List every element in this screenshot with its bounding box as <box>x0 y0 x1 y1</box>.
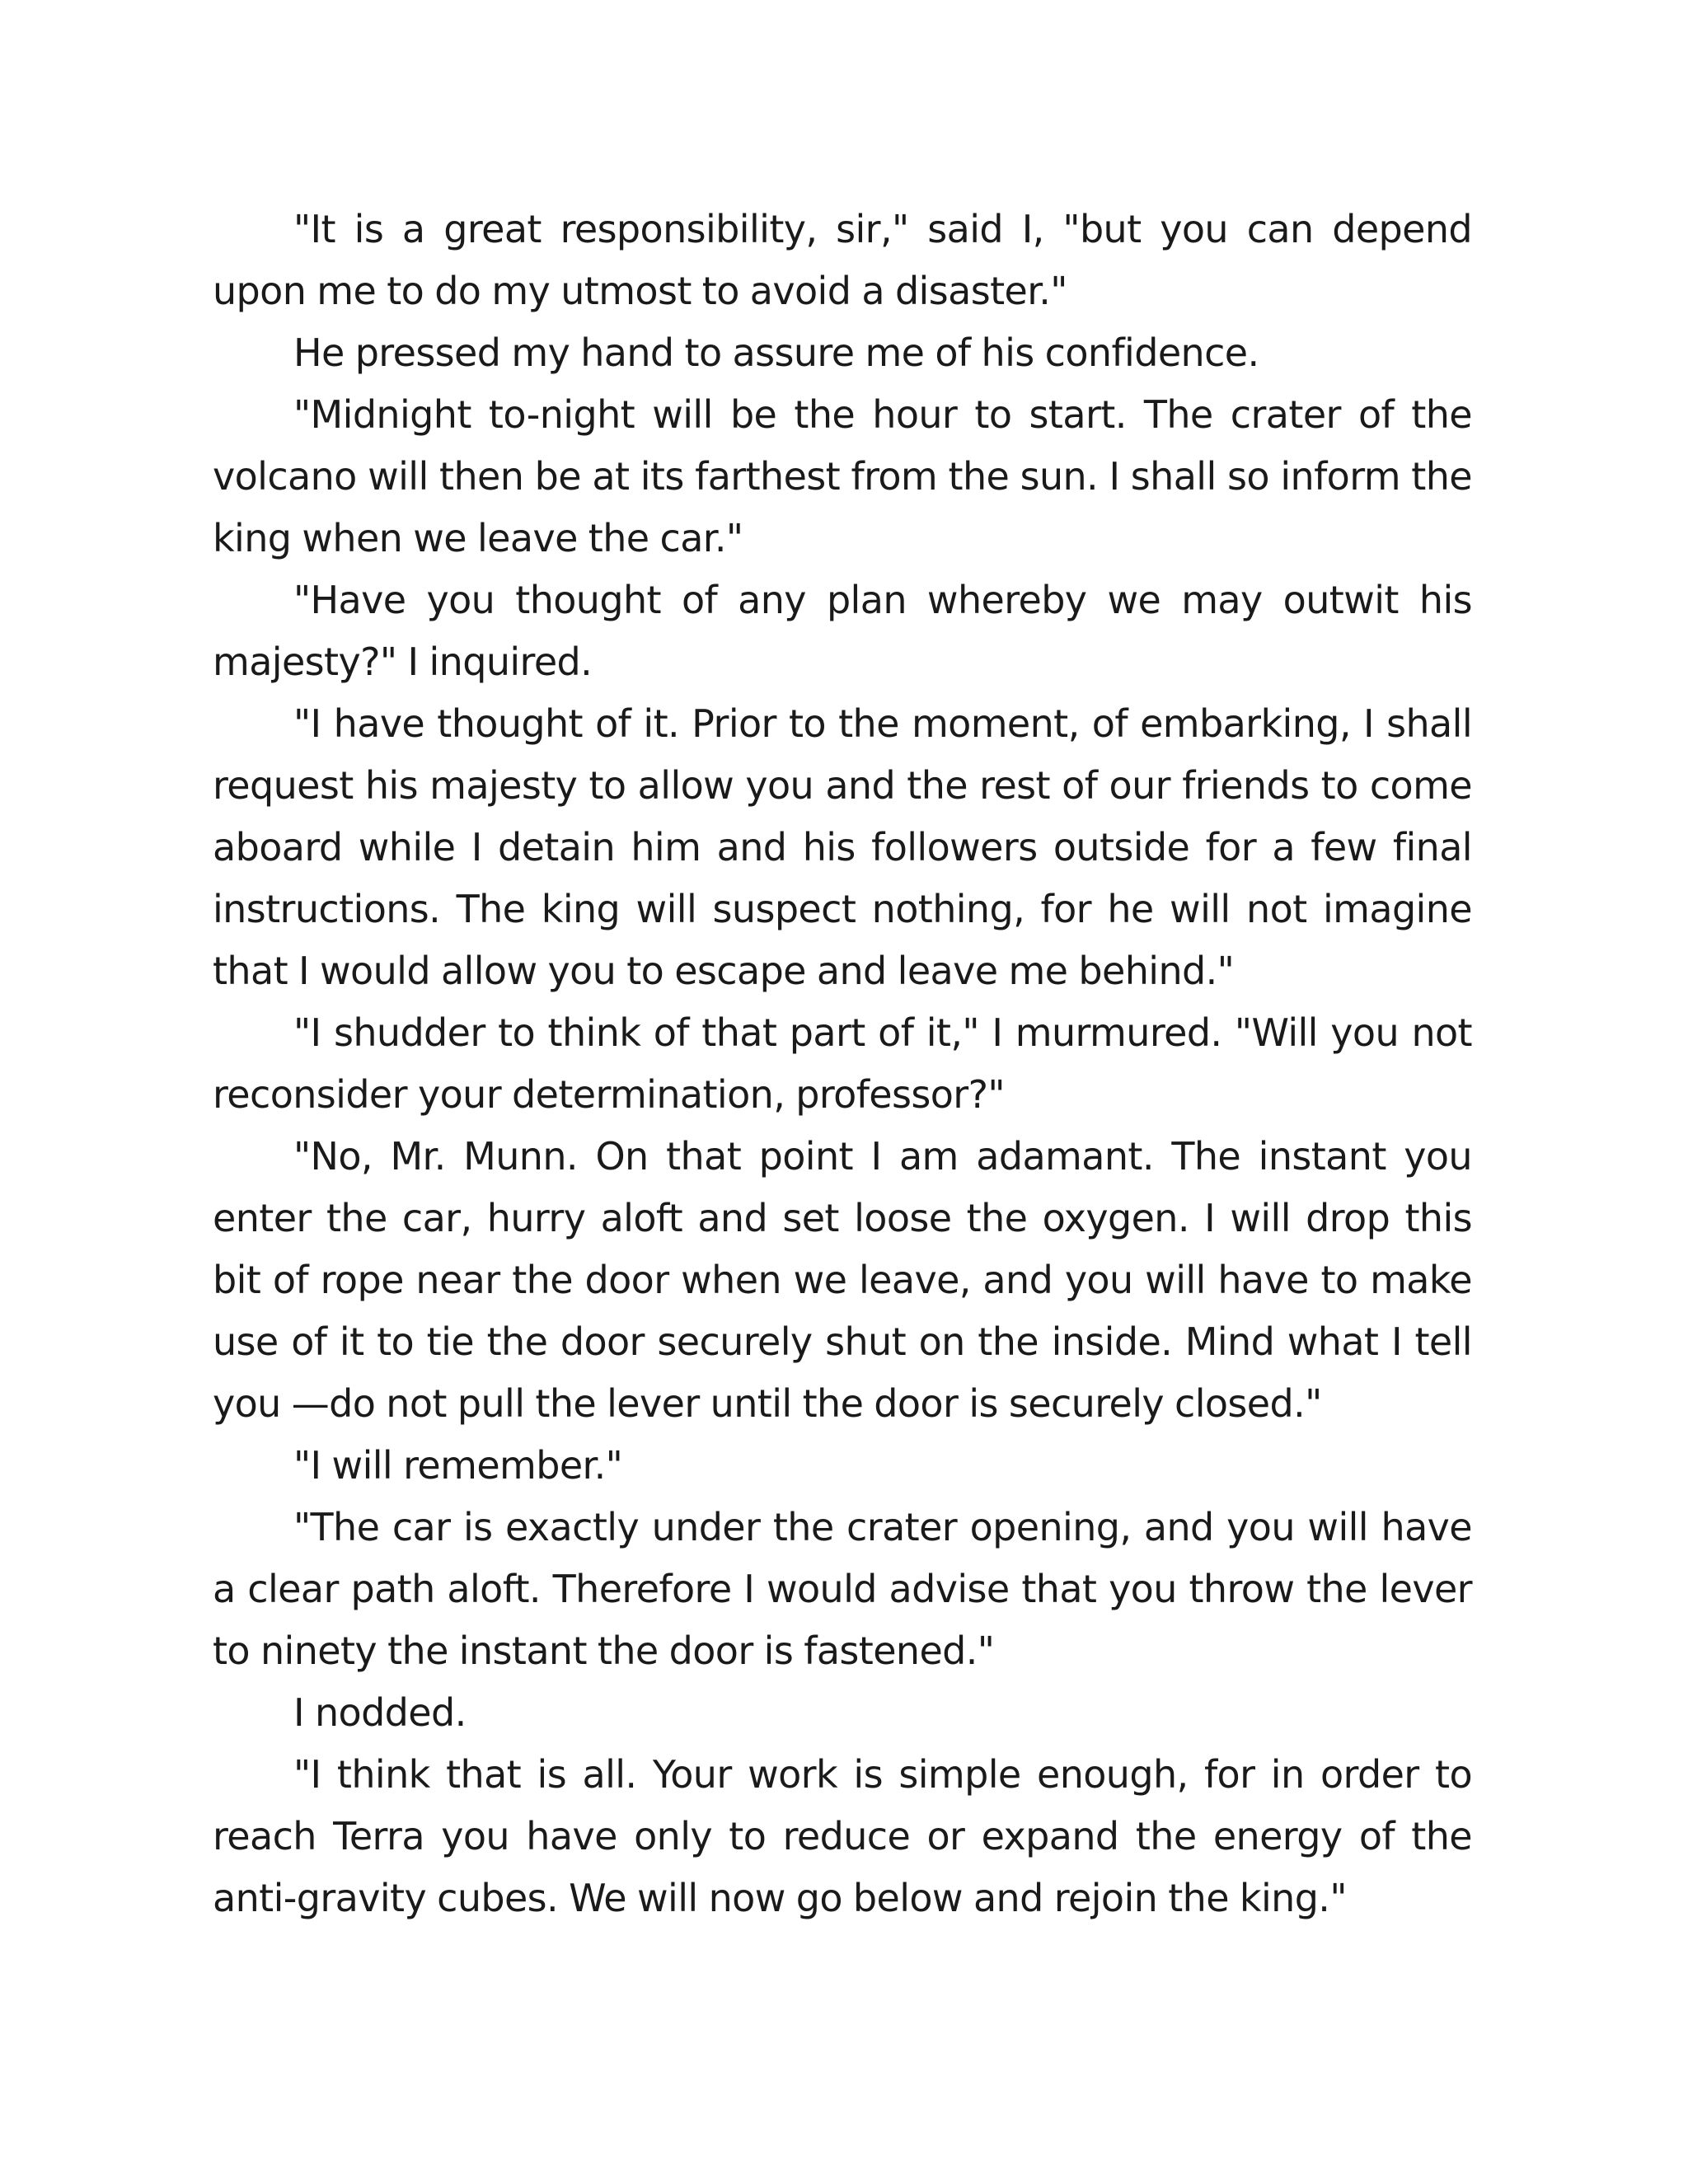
paragraph: "The car is exactly under the crater opening, and you will have a clear path aloft. Therefore I would advise that you throw the lever to ninety the instant the door is fastened." <box>213 1505 1472 1673</box>
paragraph: "It is a great responsibility, sir," said I, "but you can depend upon me to do my utmost to avoid a disaster." <box>213 207 1472 313</box>
paragraph: I nodded. <box>293 1690 467 1735</box>
paragraph: "Have you thought of any plan whereby we may outwit his majesty?" I inquired. <box>213 578 1472 684</box>
paragraph: "I have thought of it. Prior to the moment, of embarking, I shall request his majesty to allow you and the rest of our friends to come aboard while I detain him and his followers outside for a few final instructions. The king will suspect nothing, for he will not imagine that I would allow you to escape and leave me behind." <box>213 701 1472 993</box>
paragraph: "I shudder to think of that part of it," I murmured. "Will you not reconsider your determination, professor?" <box>213 1010 1472 1117</box>
paragraph: "I think that is all. Your work is simple enough, for in order to reach Terra you have only to reduce or expand the energy of the anti-gravity cubes. We will now go below and rejoin the king." <box>213 1752 1472 1920</box>
body-text <box>213 199 1472 1929</box>
paragraph: He pressed my hand to assure me of his confidence. <box>293 330 1259 375</box>
paragraph: "No, Mr. Munn. On that point I am adamant. The instant you enter the car, hurry aloft and set loose the oxygen. I will drop this bit of rope near the door when we leave, and you will have to make use of it to tie the door securely shut on the inside. Mind what I tell you —do not pull the lever until the door is securely closed." <box>213 1134 1472 1426</box>
paragraph: "I will remember." <box>293 1443 623 1488</box>
paragraph: "Midnight to-night will be the hour to start. The crater of the volcano will then be at its farthest from the sun. I shall so inform the king when we leave the car." <box>213 392 1472 560</box>
